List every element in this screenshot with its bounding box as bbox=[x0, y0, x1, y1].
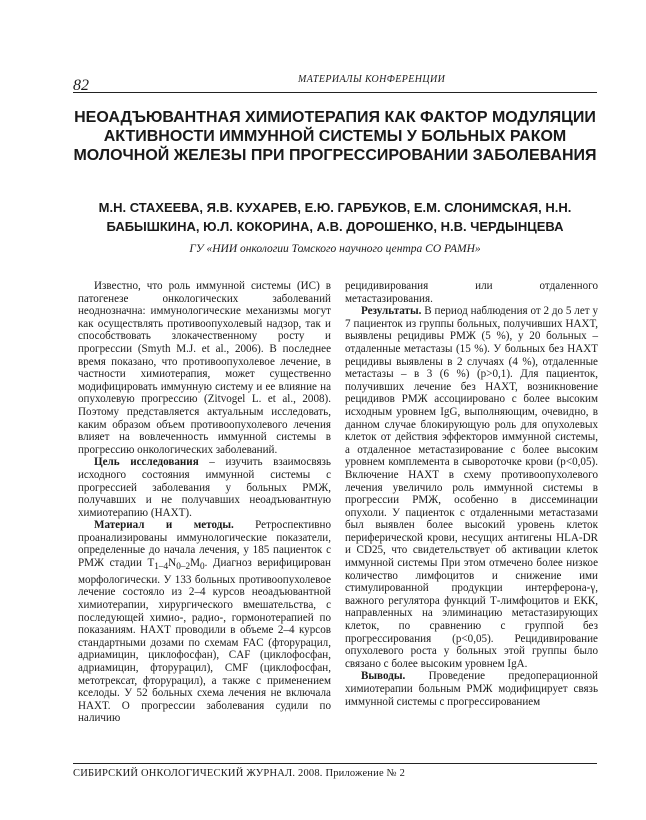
header-divider bbox=[73, 92, 597, 93]
running-header-section: МАТЕРИАЛЫ КОНФЕРЕНЦИИ bbox=[298, 74, 446, 85]
methods-text-1: Ретроспективно проанализированы иммунологические показатели, определенные до начала лечения, у 185 пациенток с РМЖ стадии T bbox=[78, 519, 331, 570]
aim-paragraph bbox=[78, 456, 331, 519]
results-text: В период наблюдения от 2 до 5 лет у 7 пациенток из группы больных, получивших НАХТ, выявлены рецидивы РМЖ (5 %), у 20 больных – отдаленные метастазы (15 %). У больных без НАХТ рецидивы выявлены в 2 случаях (4 %), отдаленные метастазы – в 3 (6 %) (p>0,1). Для пациенток, получивших лечение без НАХТ, возникновение рецидивов РМЖ ассоциировано с более высоким исходным уровнем IgG, выполняющим, очевидно, в данном случае блокирующую роль для опухолевых клеток от действия эффекторов иммунной системы, а отдаленное метастазирование с более высоким уровнем комплемента в сывороточке крови (p<0,05). Включение НАХТ в схему противоопухолевого лечения увеличило роль иммунной системы в прогрессии РМЖ, особенно в диссеминации опухоли. У пациенток с отдаленными метастазами был выявлен более высокий уровень клеток периферической крови, несущих антигены HLA-DR и CD25, что свидетельствует об активации клеток иммунной системы При этом отмечено более низкое количество лимфоцитов и снижение ими стимулированной продукции интерферона-γ, важного регулятора функций Т-лимфоцитов и ЕКК, направленных на элиминацию метастазирующих клеток, по сравнению с группой без прогрессирования (p<0,05). Рецидивирование опухолевого роста у больных этой группы было связано с более высоким уровнем IgA. bbox=[345, 305, 598, 670]
conclusions-paragraph bbox=[345, 670, 598, 708]
page-number: 82 bbox=[73, 77, 89, 94]
methods-heading: Материал и методы. bbox=[94, 519, 234, 532]
article-title: НЕОАДЪЮВАНТНАЯ ХИМИОТЕРАПИЯ КАК ФАКТОР МОДУЛЯЦИИ АКТИВНОСТИ ИММУННОЙ СИСТЕМЫ У БОЛЬНЫХ РАКОМ МОЛОЧНОЙ ЖЕЛЕЗЫ ПРИ ПРОГРЕССИРОВАНИИ ЗАБОЛЕВАНИЯ bbox=[73, 109, 597, 164]
results-heading: Результаты. bbox=[361, 305, 422, 318]
stage-m: M bbox=[190, 557, 200, 570]
journal-footer: СИБИРСКИЙ ОНКОЛОГИЧЕСКИЙ ЖУРНАЛ. 2008. Приложение № 2 bbox=[73, 768, 406, 779]
left-column bbox=[78, 280, 331, 725]
methods-paragraph bbox=[78, 519, 331, 725]
results-paragraph bbox=[345, 305, 598, 670]
aim-heading: Цель исследования bbox=[94, 456, 199, 469]
intro-paragraph: Известно, что роль иммунной системы (ИС) в патогенезе онкологических заболеваний неоднозначна: иммунологические механизмы могут как осуществлять противоопухолевый надзор, так и способствовать злокачественному росту и прогрессии (Smyth M.J. et al., 2006). В последнее время показано, что противоопухолевое лечение, в частности химиотерапия, может существенно модифицировать иммунную систему и ее влияние на опухолевую прогрессию (Zitvogel L. et al., 2008). Поэтому представляется актуальным исследовать, каким образом объем противоопухолевого лечения влияет на вовлеченность иммунной системы в прогрессию онкологических заболеваний. bbox=[78, 280, 331, 456]
author-affiliation: ГУ «НИИ онкологии Томского научного центра СО РАМН» bbox=[189, 243, 481, 255]
methods-continuation: рецидивирования или отдаленного метастазирования. bbox=[345, 280, 598, 305]
stage-m-subscript: 0 bbox=[199, 562, 205, 573]
stage-n: N bbox=[168, 557, 177, 570]
article-authors: М.Н. СТАХЕЕВА, Я.В. КУХАРЕВ, Е.Ю. ГАРБУКОВ, Е.М. СЛОНИМСКАЯ, Н.Н. БАБЫШКИНА, Ю.Л. КОКОРИНА, А.В. ДОРОШЕНКО, Н.В. ЧЕРДЫНЦЕВА bbox=[98, 200, 572, 234]
aim-text: – изучить взаимосвязь исходного состояния иммунной системы с прогрессией заболевания у больных РМЖ, получавших и не получавших неоадъювантную химиотерапию (НАХТ). bbox=[78, 456, 331, 519]
conclusions-text: Проведение предоперационной химиотерапии больным РМЖ модифицирует связь иммунной системы с прогрессированием bbox=[345, 670, 598, 708]
conclusions-heading: Выводы. bbox=[361, 670, 406, 683]
methods-text-2: . Диагноз верифицирован морфологически. У 133 больных противоопухолевое лечение состояло из 2–4 курсов неоадъювантной химиотерапии, хирургического вмешательства, с последующей химио-, радио-, гормонотерапией по показаниям. НАХТ проводили в объеме 2–4 курсов стандартными дозами по схемам FAC (фторурацил, адриамицин, циклофосфан), CAF (циклофосфан, адриамицин, фторурацил), CMF (циклофосфан, метотрексат, фторурацил), а также с применением кселоды. У 52 больных схема лечения не включала НАХТ. О прогрессии заболевания судили по наличию bbox=[78, 557, 331, 725]
footer-divider bbox=[73, 763, 597, 764]
stage-t-subscript: 1–4 bbox=[154, 562, 169, 573]
right-column bbox=[345, 280, 598, 708]
stage-n-subscript: 0–2 bbox=[176, 562, 191, 573]
